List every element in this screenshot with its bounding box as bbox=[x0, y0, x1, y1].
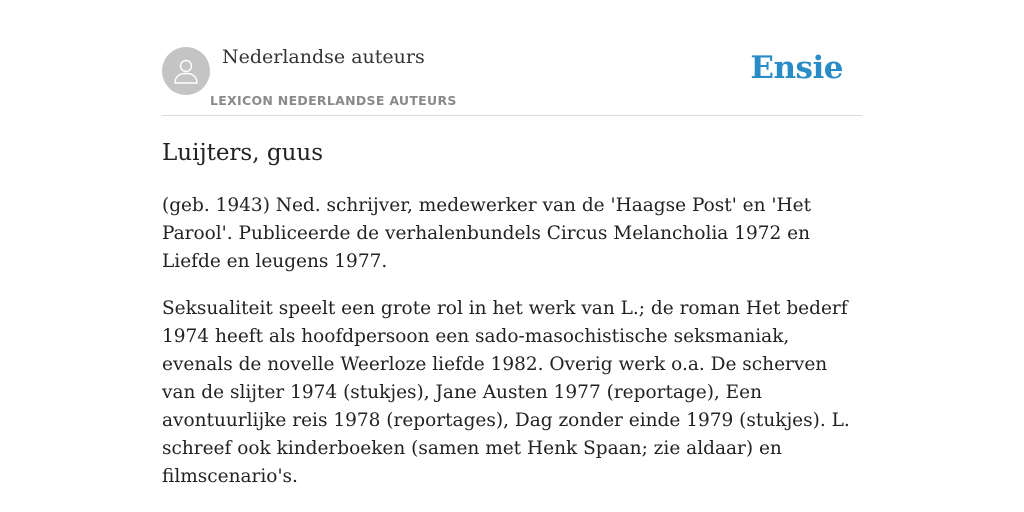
entry-paragraph: Seksualiteit speelt een grote rol in het werk van L.; de roman Het bederf 1974 heeft als hoofdpersoon een sado-masochistische seksmaniak, evenals de novelle Weerloze liefde 1982. Overig werk o.a. De scherven van de slijter 1974 (stukjes), Jane Austen 1977 (reportage), Een avontuurlijke reis 1978 (reportages), Dag zonder einde 1979 (stukjes). L. schreef ook kinderboeken (samen met Henk Spaan; zie aldaar) en filmscenario's. bbox=[162, 298, 850, 487]
entry-paragraph: (geb. 1943) Ned. schrijver, medewerker van de 'Haagse Post' en 'Het Parool'. Publiceerde de verhalenbundels Circus Melancholia 1972 en Liefde en leugens 1977. bbox=[162, 195, 812, 272]
source-avatar[interactable] bbox=[162, 47, 210, 95]
entry-header bbox=[162, 0, 862, 116]
source-subtitle: LEXICON NEDERLANDSE AUTEURS bbox=[210, 93, 457, 108]
entry-body bbox=[162, 192, 862, 510]
entry-title: Luijters, guus bbox=[162, 140, 323, 166]
user-silhouette-icon bbox=[171, 56, 201, 86]
brand-logo-link[interactable]: Ensie bbox=[750, 50, 843, 86]
entry-card bbox=[162, 0, 862, 512]
source-name-link[interactable]: Nederlandse auteurs bbox=[222, 46, 425, 68]
